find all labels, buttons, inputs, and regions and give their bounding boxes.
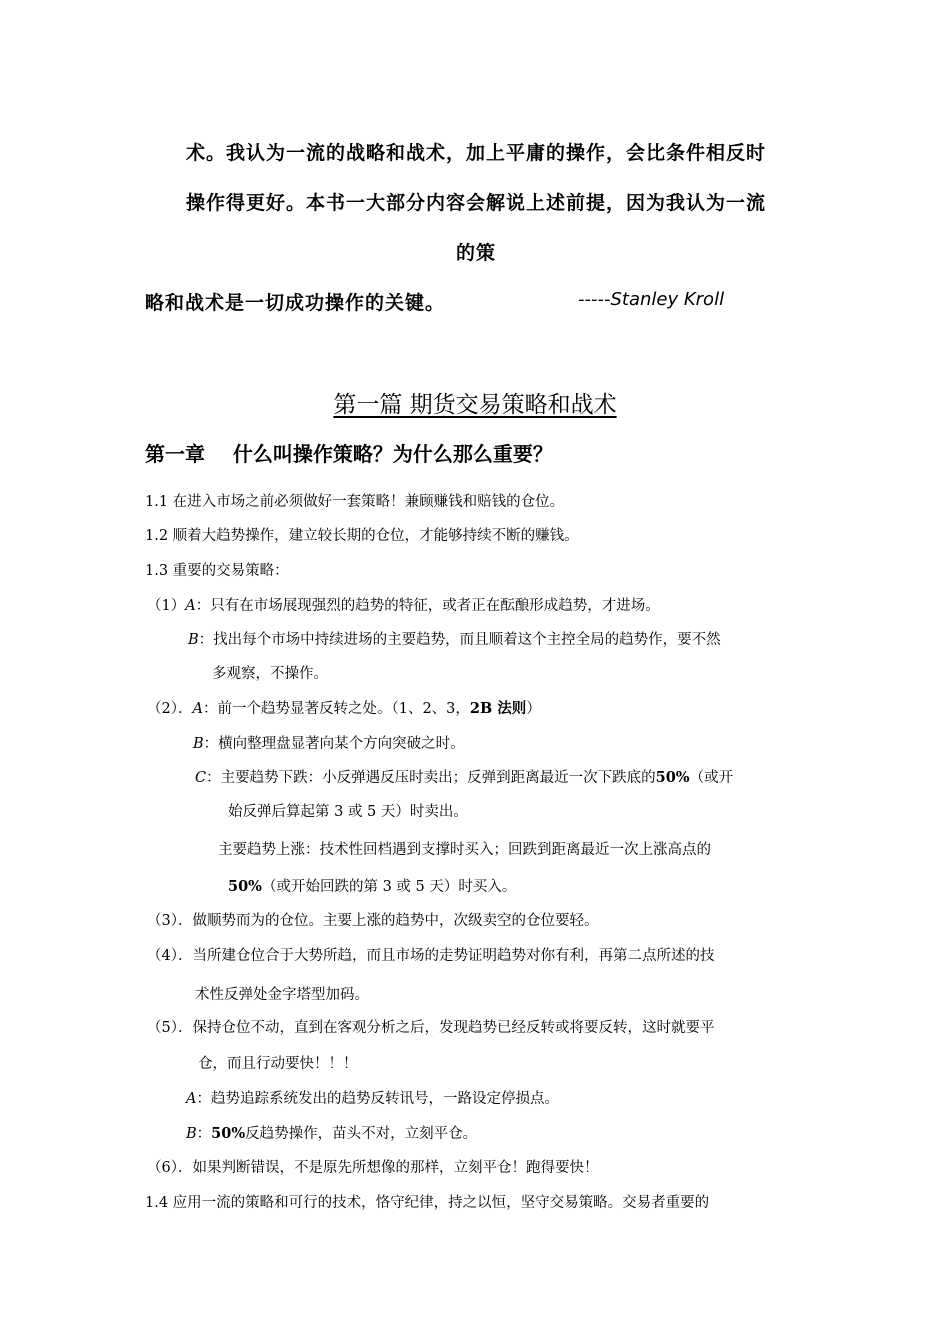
- point-5-b-text: 反趋势操作，苗头不对，立刻平仓。: [245, 1126, 478, 1142]
- point-2-b: [193, 732, 465, 753]
- point-1-a: [147, 594, 660, 615]
- section-1-1: 1.1 在进入市场之前必须做好一套策略！兼顾赚钱和赔钱的仓位。: [145, 494, 565, 510]
- point-2-c-cont: 始反弹后算起第 3 或 5 天）时卖出。: [228, 804, 468, 820]
- point-2-a-close: ）: [526, 701, 541, 717]
- point-3-prefix: （3）．: [147, 913, 193, 929]
- point-2-b-mark: B: [193, 736, 204, 752]
- point-6: [147, 1156, 598, 1177]
- point-5-text: 保持仓位不动，直到在客观分析之后，发现趋势已经反转或将要反转，这时就要平: [192, 1020, 715, 1036]
- point-2-prefix: （2）．: [147, 701, 193, 717]
- point-2-a-text: ：前一个趋势显著反转之处。（1、2、3，: [202, 701, 470, 717]
- point-5-b-pct: 50%: [211, 1125, 246, 1142]
- point-1-b: [188, 628, 721, 649]
- point-6-prefix: （6）．: [147, 1160, 193, 1176]
- quote-line-2: 操作得更好。本书一大部分内容会解说上述前提，因为我认为一流: [185, 192, 766, 214]
- part-title: 第一篇 期货交易策略和战术: [333, 392, 617, 418]
- quote-line-1: 术。我认为一流的战略和战术，加上平庸的操作，会比条件相反时: [185, 142, 766, 164]
- point-1-a-mark: A: [185, 598, 196, 614]
- section-1-3: 1.3 重要的交易策略：: [145, 563, 289, 579]
- point-4-text: 当所建仓位合于大势所趋，而且市场的走势证明趋势对你有利，再第二点所述的技: [192, 948, 715, 964]
- point-2-a-rule: 2B 法则: [469, 700, 527, 717]
- point-4-cont: 术性反弹处金字塔型加码。: [195, 987, 369, 1003]
- point-5-cont: 仓，而且行动要快！！！: [198, 1056, 358, 1072]
- point-5: [147, 1016, 714, 1037]
- quote-line-3: 的策: [455, 242, 496, 264]
- chapter-title: 第一章 什么叫操作策略？为什么那么重要？: [145, 442, 553, 466]
- section-1-2: 1.2 顺着大趋势操作，建立较长期的仓位，才能够持续不断的赚钱。: [145, 528, 579, 544]
- point-3: [147, 909, 598, 930]
- point-5-prefix: （5）．: [147, 1020, 193, 1036]
- point-6-text: 如果判断错误，不是原先所想像的那样，立刻平仓！跑得要快！: [192, 1160, 599, 1176]
- point-5-b: [186, 1122, 477, 1143]
- point-2-a: [147, 697, 541, 718]
- point-1-b-cont: 多观察，不操作。: [212, 666, 328, 682]
- point-1-b-mark: B: [188, 632, 199, 648]
- point-1-prefix: （1）: [147, 598, 186, 614]
- quote-line-4: 略和战术是一切成功操作的关键。: [145, 292, 446, 314]
- point-5-a-mark: A: [186, 1091, 197, 1107]
- quote-signature: -----Stanley Kroll: [578, 289, 725, 310]
- point-2-a-mark: A: [192, 701, 203, 717]
- point-1-a-text: ：只有在市场展现强烈的趋势的特征，或者正在酝酿形成趋势，才进场。: [195, 598, 660, 614]
- point-2-c-text-1: ：主要趋势下跌：小反弹遇反压时卖出；反弹到距离最近一次下跌底的: [206, 770, 656, 786]
- point-5-b-mark: B: [186, 1126, 197, 1142]
- point-1-b-text: ：找出每个市场中持续进场的主要趋势，而且顺着这个主控全局的趋势作，要不然: [198, 632, 721, 648]
- point-2-d-cont-text: （或开始回跌的第 3 或 5 天）时买入。: [261, 879, 517, 895]
- point-2-d-pct: 50%: [228, 878, 262, 895]
- point-4-prefix: （4）．: [147, 948, 193, 964]
- point-2-c: [195, 766, 733, 787]
- point-2-b-text: ：横向整理盘显著向某个方向突破之时。: [203, 736, 465, 752]
- point-2-c-text-2: （或开: [689, 770, 734, 786]
- point-5-a: [186, 1087, 559, 1108]
- point-5-a-text: ：趋势追踪系统发出的趋势反转讯号，一路设定停损点。: [196, 1091, 559, 1107]
- point-2-c-mark: C: [195, 770, 207, 786]
- point-3-text: 做顺势而为的仓位。主要上涨的趋势中，次级卖空的仓位要轻。: [192, 913, 599, 929]
- point-5-b-colon: ：: [196, 1126, 212, 1142]
- point-2-d-cont: [228, 875, 516, 896]
- point-2-c-pct: 50%: [655, 769, 690, 786]
- point-2-d: 主要趋势上涨：技术性回档遇到支撑时买入；回跌到距离最近一次上涨高点的: [218, 842, 711, 858]
- section-1-4: 1.4 应用一流的策略和可行的技术，恪守纪律，持之以恒，坚守交易策略。交易者重要的: [145, 1195, 710, 1211]
- point-4: [147, 944, 714, 965]
